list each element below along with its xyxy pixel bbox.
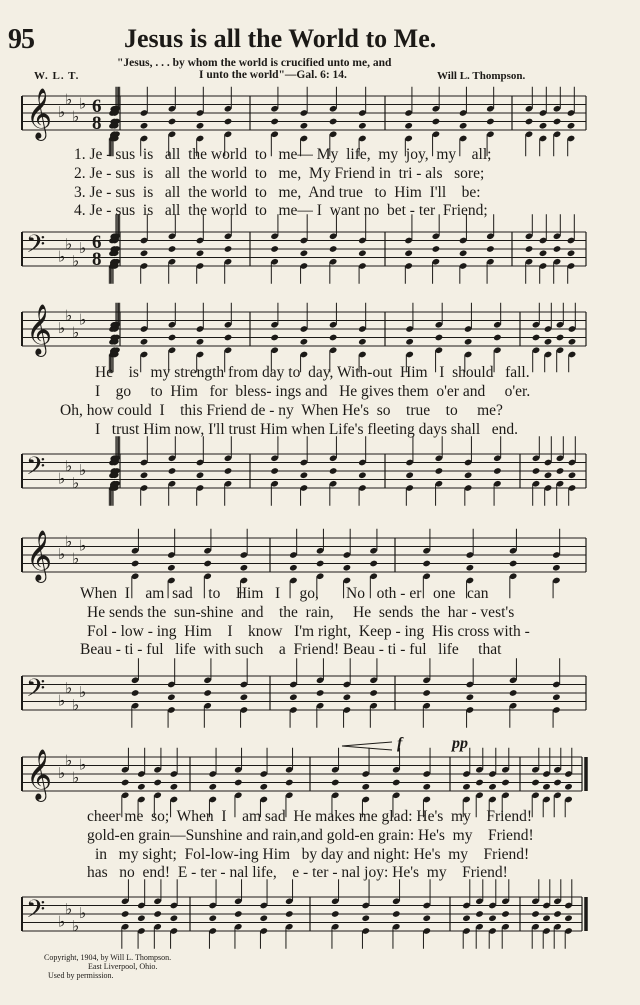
svg-text:♭: ♭	[79, 904, 87, 922]
svg-text:𝄢: 𝄢	[26, 674, 46, 709]
svg-text:♭: ♭	[65, 306, 73, 325]
hymn-title: Jesus is all the World to Me.	[124, 24, 437, 53]
copyright-line-2: East Liverpool, Ohio.	[88, 962, 158, 971]
svg-text:♭: ♭	[72, 695, 80, 714]
svg-text:♭: ♭	[79, 755, 87, 774]
lyric-line: 1. Je - sus is all the world to me— My life, my joy, my all;	[74, 146, 492, 163]
svg-text:♭: ♭	[65, 234, 73, 253]
lyric-line: When I am sad to Him I go, No oth - er one can	[80, 585, 489, 602]
svg-text:𝄞: 𝄞	[26, 304, 53, 355]
lyric-line: He is my strength from day to day, With-out Him I should fall.	[95, 364, 530, 381]
svg-text:♭: ♭	[72, 916, 80, 935]
svg-text:♭: ♭	[65, 456, 73, 475]
svg-text:6: 6	[92, 96, 102, 117]
lyric-line: Oh, how could I this Friend de - ny When He's so true to me?	[60, 402, 503, 419]
svg-text:♭: ♭	[72, 251, 80, 270]
svg-text:♭: ♭	[72, 473, 80, 492]
copyright-notice	[44, 953, 171, 980]
hymn-number: 95	[8, 24, 34, 55]
lyric-line: I go to Him for bless- ings and He gives them o'er and o'er.	[95, 383, 531, 400]
lyric-line: in my sight; Fol-low-ing Him by day and night: He's my Friend!	[95, 846, 530, 863]
lyric-line: has no end! E - ter - nal life, e - ter - nal joy: He's my Friend!	[87, 864, 508, 881]
svg-text:♭: ♭	[58, 103, 66, 121]
lyric-line: Fol - low - ing Him I know I'm right, Keep - ing His cross with -	[87, 623, 530, 640]
svg-text:♭: ♭	[58, 469, 66, 488]
svg-text:6: 6	[92, 232, 102, 253]
lyric-line: I trust Him now, I'll trust Him when Life's fleeting days shall end.	[95, 421, 519, 438]
epigraph-line-1: "Jesus, . . . by whom the world is crucified unto me, and	[117, 57, 392, 69]
svg-text:8: 8	[92, 113, 102, 134]
svg-text:♭: ♭	[58, 545, 66, 563]
svg-text:♭: ♭	[79, 94, 87, 113]
copyright-line-1: Copyright, 1904, by Will L. Thompson.	[44, 953, 172, 962]
forte-marking: f	[397, 735, 403, 752]
lyric-line: 2. Je - sus is all the world to me, My Friend in tri - als sore;	[74, 165, 485, 182]
pianissimo-marking: pp	[452, 735, 468, 752]
epigraph-line-2: I unto the world"—Gal. 6: 14.	[199, 69, 347, 81]
svg-text:𝄢: 𝄢	[26, 452, 46, 487]
svg-text:𝄞: 𝄞	[26, 749, 53, 800]
svg-text:♭: ♭	[65, 678, 73, 697]
lyric-line: He sends the sun-shine and the rain, He sends the har - vest's	[87, 604, 515, 621]
copyright-line-3: Used by permission.	[48, 971, 114, 980]
svg-text:♭: ♭	[72, 323, 80, 342]
svg-text:♭: ♭	[65, 532, 73, 551]
composer-credit: Will L. Thompson.	[437, 70, 526, 82]
svg-text:𝄢: 𝄢	[26, 895, 46, 930]
svg-text:♭: ♭	[72, 107, 80, 126]
lyricist-credit: W. L. T.	[34, 70, 80, 82]
lyric-line: Beau - ti - ful life with such a Friend! Beau - ti - ful life that	[80, 641, 502, 658]
svg-text:♭: ♭	[72, 549, 80, 568]
svg-text:♭: ♭	[79, 461, 87, 479]
svg-text:♭: ♭	[79, 239, 87, 257]
lyric-line: 4. Je - sus is all the world to me— I want no bet - ter Friend;	[74, 202, 488, 219]
svg-text:♭: ♭	[58, 691, 66, 710]
svg-text:𝄞: 𝄞	[26, 88, 53, 139]
svg-text:♭: ♭	[58, 247, 66, 266]
svg-text:♭: ♭	[58, 764, 66, 782]
lyric-line: 3. Je - sus is all the world to me, And true to Him I'll be:	[74, 184, 481, 201]
svg-text:♭: ♭	[65, 90, 73, 109]
svg-text:♭: ♭	[79, 536, 87, 555]
svg-text:♭: ♭	[58, 319, 66, 337]
svg-text:♭: ♭	[79, 310, 87, 329]
svg-text:♭: ♭	[58, 912, 66, 931]
svg-text:♭: ♭	[65, 751, 73, 770]
lyric-line: cheer me so; When I am sad He makes me glad: He's my Friend!	[87, 808, 532, 825]
svg-text:8: 8	[92, 249, 102, 270]
svg-text:♭: ♭	[72, 768, 80, 787]
lyric-line: gold-en grain—Sunshine and rain,and gold-en grain: He's my Friend!	[87, 827, 534, 844]
svg-text:𝄞: 𝄞	[26, 530, 53, 581]
svg-text:♭: ♭	[79, 683, 87, 701]
svg-text:𝄢: 𝄢	[26, 230, 46, 265]
svg-text:♭: ♭	[65, 899, 73, 918]
